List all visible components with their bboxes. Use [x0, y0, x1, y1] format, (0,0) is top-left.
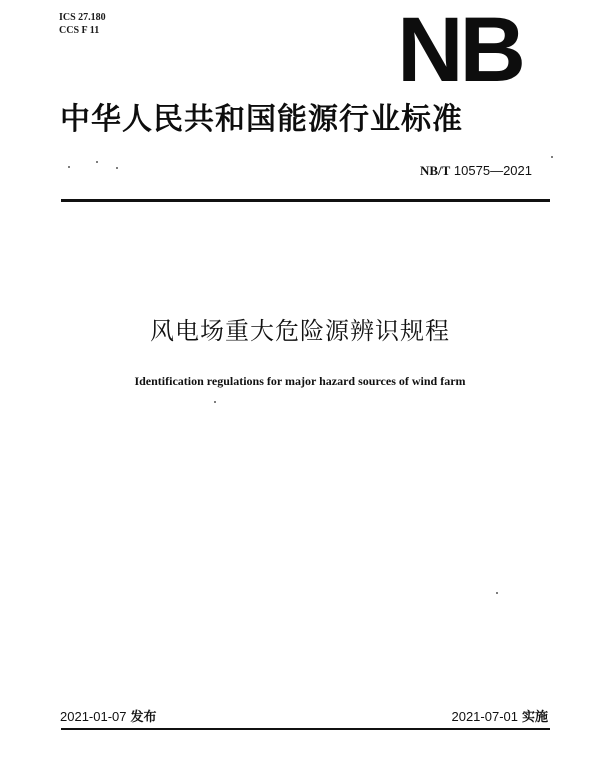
classification-codes — [59, 11, 106, 37]
standard-number-prefix: NB/T — [419, 163, 451, 178]
scan-speck — [116, 167, 118, 169]
implementation-date-value: 2021-07-01 — [451, 709, 518, 724]
standard-number-value: 10575—2021 — [453, 163, 532, 178]
standard-number — [420, 163, 532, 179]
footer-divider — [61, 728, 550, 730]
header-divider — [61, 199, 550, 202]
issue-date — [60, 709, 157, 726]
implementation-date-label: 实施 — [521, 710, 548, 725]
ccs-code: CCS F 11 — [59, 25, 100, 36]
ics-code: ICS 27.180 — [59, 12, 106, 23]
issue-date-value: 2021-01-07 — [60, 709, 127, 724]
organization-title: 中华人民共和国能源行业标准 — [60, 102, 463, 137]
scan-speck — [96, 161, 98, 163]
scan-speck — [551, 156, 553, 158]
scan-speck — [496, 592, 498, 594]
document-title-chinese: 风电场重大危险源辨识规程 — [150, 317, 450, 345]
scan-speck — [68, 166, 70, 168]
implementation-date — [451, 709, 548, 726]
scan-speck — [214, 401, 216, 403]
issue-date-label: 发布 — [130, 710, 157, 725]
document-title-english: Identification regulations for major hazard sources of wind farm — [134, 374, 466, 388]
nb-logo: NB — [397, 0, 522, 101]
